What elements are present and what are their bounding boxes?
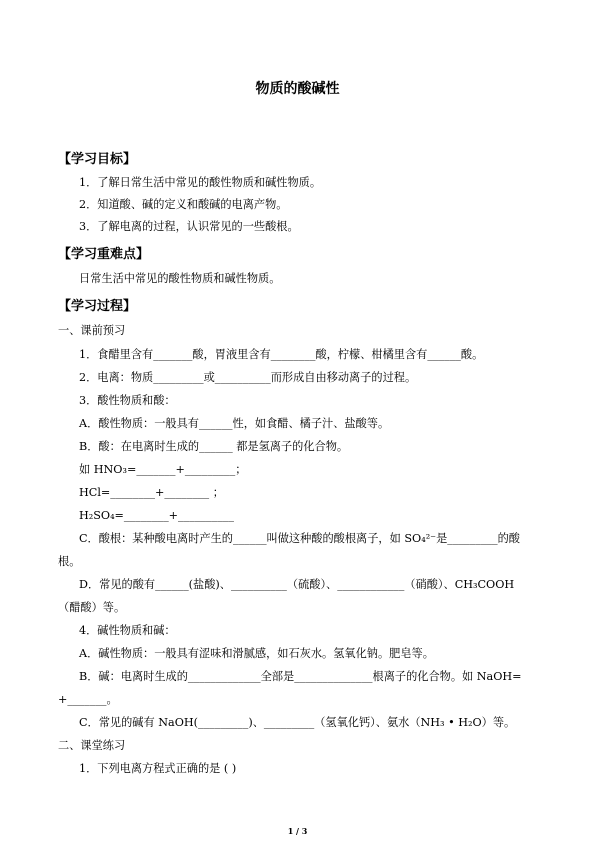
question-line: 1．食醋里含有_______酸，胃液里含有________酸，柠檬、柑橘里含有______酸。: [79, 348, 484, 361]
goal-item: 2．知道酸、碱的定义和酸碱的电离产物。: [79, 198, 288, 211]
question-line: A．碱性物质：一般具有涩味和滑腻感，如石灰水。氢氧化钠。肥皂等。: [79, 647, 434, 660]
question-line: 2．电离：物质_________或__________而形成自由移动离子的过程。: [79, 371, 417, 384]
question-line: 根。: [58, 555, 81, 568]
question-line: D．常见的酸有______(盐酸)、__________（硫酸）、____________（硝酸）、CH₃COOH: [79, 578, 515, 591]
section-heading-keypoints: 【学习重难点】: [58, 247, 150, 262]
question-line: B．碱：电离时生成的_____________全部是______________根离子的化合物。如 NaOH=: [79, 670, 522, 683]
page-number: 1 / 3: [287, 826, 308, 836]
question-line: （醋酸）等。: [58, 601, 126, 614]
goal-item: 1．了解日常生活中常见的酸性物质和碱性物质。: [79, 176, 322, 189]
section-heading-process: 【学习过程】: [58, 299, 137, 314]
part-heading-class: 二、课堂练习: [58, 739, 126, 752]
equation-line: 如 HNO₃=_______+_________；: [79, 463, 247, 476]
equation-line: H₂SO₄=________+__________: [79, 509, 234, 522]
question-line: C．酸根：某种酸电离时产生的______叫做这种酸的酸根离子，如 SO₄²⁻是_________的酸: [79, 532, 520, 545]
question-line: +_______。: [58, 693, 118, 706]
keypoint-text: 日常生活中常见的酸性物质和碱性物质。: [79, 272, 281, 285]
goal-item: 3．了解电离的过程，认识常见的一些酸根。: [79, 220, 299, 233]
exercise-line: 1．下列电离方程式正确的是 ( ): [79, 762, 237, 775]
section-heading-goals: 【学习目标】: [58, 152, 137, 167]
question-line: A．酸性物质：一般具有______性，如食醋、橘子汁、盐酸等。: [79, 417, 390, 430]
part-heading-preview: 一、课前预习: [58, 324, 126, 337]
question-line: C．常见的碱有 NaOH(_________)、_________（氢氧化钙）、氨水（NH₃ • H₂O）等。: [79, 716, 516, 729]
equation-line: HCl=________+________ ；: [79, 486, 224, 499]
document-title: 物质的酸碱性: [255, 81, 340, 97]
question-line: B．酸：在电离时生成的______ 都是氢离子的化合物。: [79, 440, 349, 453]
question-line: 3．酸性物质和酸：: [79, 394, 176, 407]
question-line: 4．碱性物质和碱：: [79, 624, 176, 637]
